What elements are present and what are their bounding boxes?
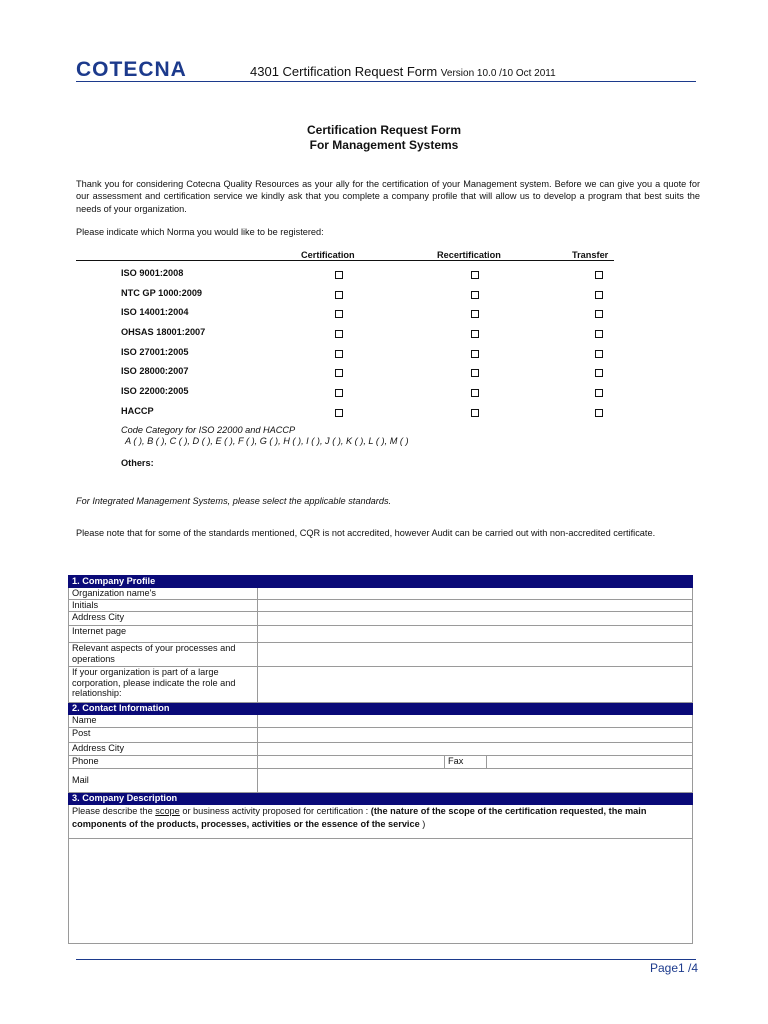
field-label: Address City	[69, 743, 258, 756]
standard-label: ISO 14001:2004	[121, 307, 189, 317]
form-row	[69, 743, 693, 756]
form-row	[69, 600, 693, 612]
standard-label: ISO 27001:2005	[121, 347, 189, 357]
mail-field[interactable]	[258, 769, 693, 793]
standard-label: HACCP	[121, 406, 154, 416]
page-title: Certification Request Form	[306, 123, 462, 137]
description-text: )	[419, 818, 426, 829]
transfer-checkbox[interactable]	[595, 350, 603, 358]
certification-checkbox[interactable]	[335, 389, 343, 397]
transfer-checkbox[interactable]	[595, 369, 603, 377]
contact-address-city-field[interactable]	[258, 743, 693, 756]
address-city-field[interactable]	[258, 612, 693, 626]
internet-page-field[interactable]	[258, 626, 693, 643]
indicate-norma-text: Please indicate which Norma you would like to be registered:	[76, 227, 324, 237]
field-label: Name	[69, 715, 258, 728]
standard-row	[0, 406, 768, 422]
field-label: Address City	[69, 612, 258, 626]
form-row	[69, 612, 693, 626]
accreditation-note: Please note that for some of the standards mentioned, CQR is not accredited, however Audit can be carried out with non-accredited certificate.	[76, 528, 656, 538]
others-label: Others:	[121, 458, 154, 468]
page-subtitle: For Management Systems	[309, 138, 459, 152]
initials-field[interactable]	[258, 600, 693, 612]
company-form-table	[68, 575, 693, 944]
certification-checkbox[interactable]	[335, 350, 343, 358]
standard-label: OHSAS 18001:2007	[121, 327, 206, 337]
form-row	[69, 839, 693, 944]
field-label: Relevant aspects of your processes and operations	[69, 643, 258, 667]
standard-label: ISO 9001:2008	[121, 268, 184, 278]
form-row	[69, 626, 693, 643]
standard-label: ISO 28000:2007	[121, 366, 189, 376]
field-label: If your organization is part of a large corporation, please indicate the role and relationship:	[69, 667, 258, 703]
form-row	[69, 769, 693, 793]
document-header-title	[250, 64, 556, 79]
field-label: Organization name's	[69, 588, 258, 600]
section-title: 3. Company Description	[69, 793, 693, 805]
standard-label: NTC GP 1000:2009	[121, 288, 203, 298]
standard-row	[0, 288, 768, 304]
standard-row	[0, 386, 768, 402]
form-row	[69, 805, 693, 839]
transfer-checkbox[interactable]	[595, 330, 603, 338]
post-field[interactable]	[258, 728, 693, 743]
transfer-checkbox[interactable]	[595, 291, 603, 299]
transfer-checkbox[interactable]	[595, 271, 603, 279]
recertification-checkbox[interactable]	[471, 330, 479, 338]
code-category	[121, 425, 409, 447]
section-title: 1. Company Profile	[69, 576, 693, 588]
recertification-checkbox[interactable]	[471, 389, 479, 397]
transfer-checkbox[interactable]	[595, 389, 603, 397]
recertification-checkbox[interactable]	[471, 310, 479, 318]
code-category-label: Code Category for ISO 22000 and HACCP	[121, 425, 296, 435]
organization-name-field[interactable]	[258, 588, 693, 600]
form-row	[69, 667, 693, 703]
integrated-systems-note: For Integrated Management Systems, please select the applicable standards.	[76, 496, 392, 506]
phone-field[interactable]	[258, 756, 445, 769]
header-divider	[76, 81, 696, 82]
recertification-checkbox[interactable]	[471, 369, 479, 377]
certification-checkbox[interactable]	[335, 409, 343, 417]
section-header-company-description	[69, 793, 693, 805]
columns-divider	[76, 260, 614, 261]
certification-checkbox[interactable]	[335, 330, 343, 338]
description-scope-word: scope	[155, 806, 180, 816]
recertification-checkbox[interactable]	[471, 271, 479, 279]
recertification-checkbox[interactable]	[471, 409, 479, 417]
fax-field[interactable]	[487, 756, 693, 769]
form-number-title: 4301 Certification Request Form	[250, 64, 438, 79]
section-header-company-profile	[69, 576, 693, 588]
section-header-contact-information	[69, 703, 693, 715]
version-text: Version 10.0 /10 Oct 2011	[440, 68, 556, 79]
recertification-checkbox[interactable]	[471, 291, 479, 299]
standard-row	[0, 327, 768, 343]
company-description-field[interactable]	[69, 839, 693, 944]
footer-divider	[76, 959, 696, 960]
form-row	[69, 643, 693, 667]
page-number	[650, 961, 698, 975]
column-transfer: Transfer	[572, 250, 609, 260]
description-instructions	[69, 805, 693, 839]
column-certification: Certification	[301, 250, 355, 260]
certification-checkbox[interactable]	[335, 310, 343, 318]
standard-row	[0, 347, 768, 363]
standard-row	[0, 307, 768, 323]
relevant-aspects-field[interactable]	[258, 643, 693, 667]
field-label: Mail	[69, 769, 258, 793]
page-label: Page	[650, 961, 679, 975]
cotecna-logo: COTECNA	[76, 58, 187, 81]
form-row	[69, 715, 693, 728]
standard-row	[0, 268, 768, 284]
description-text: or business activity proposed for certification :	[179, 806, 371, 816]
certification-checkbox[interactable]	[335, 291, 343, 299]
recertification-checkbox[interactable]	[471, 350, 479, 358]
transfer-checkbox[interactable]	[595, 409, 603, 417]
intro-paragraph: Thank you for considering Cotecna Quality Resources as your ally for the certification of your Management system. Before we can give you a quote for our assessment and certification service we kindly ask that you complete a company profile that will allow us to develop a program that best suits the needs of your organization.	[76, 179, 700, 214]
standard-label: ISO 22000:2005	[121, 386, 189, 396]
description-text: Please describe the	[72, 806, 156, 816]
field-label: Phone	[69, 756, 258, 769]
description-bold-text: (the nature of the scope of the certification requested, the main components of the products, processes, activities or the essence of the service	[72, 806, 647, 829]
field-label: Initials	[69, 600, 258, 612]
page-count: 1 /4	[678, 961, 699, 975]
code-category-options[interactable]: A ( ), B ( ), C ( ), D ( ), E ( ), F ( ), G ( ), H ( ), I ( ), J ( ), K ( ), L ( ), M ( )	[125, 436, 409, 446]
name-field[interactable]	[258, 715, 693, 728]
standard-row	[0, 366, 768, 382]
form-row	[69, 728, 693, 743]
transfer-checkbox[interactable]	[595, 310, 603, 318]
fax-label: Fax	[445, 756, 487, 769]
form-row	[69, 756, 693, 769]
certification-checkbox[interactable]	[335, 271, 343, 279]
large-corporation-field[interactable]	[258, 667, 693, 703]
section-title: 2. Contact Information	[69, 703, 693, 715]
field-label: Post	[69, 728, 258, 743]
certification-checkbox[interactable]	[335, 369, 343, 377]
column-recertification: Recertification	[437, 250, 501, 260]
field-label: Internet page	[69, 626, 258, 643]
form-row	[69, 588, 693, 600]
